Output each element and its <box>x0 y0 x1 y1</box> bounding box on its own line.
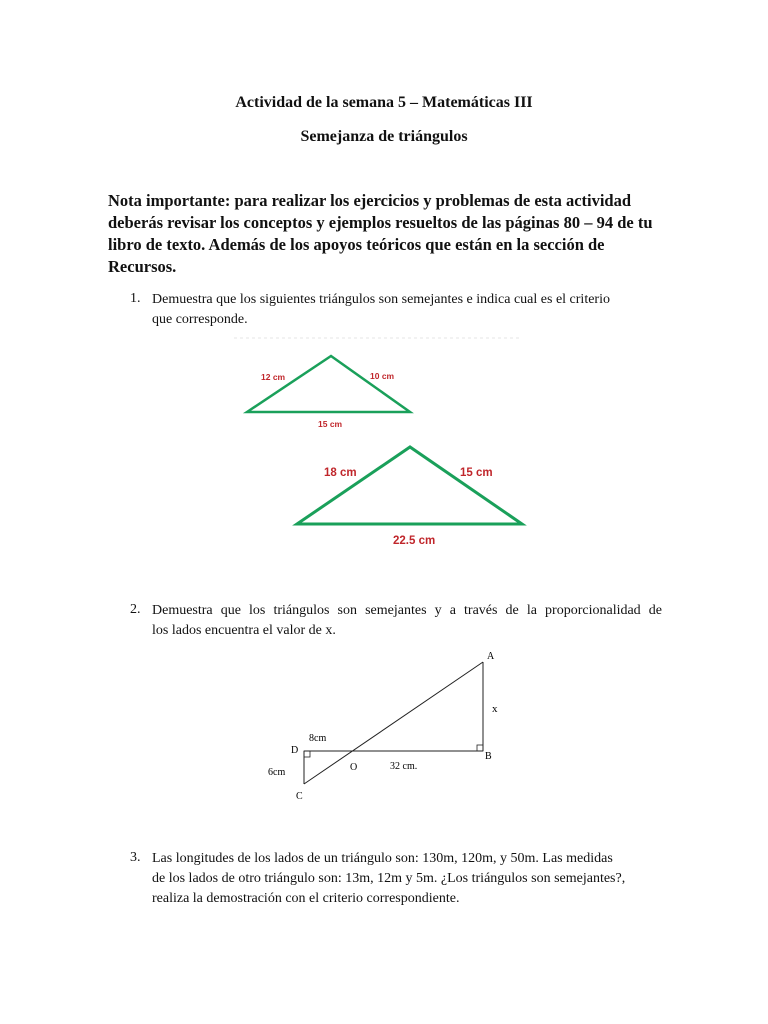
vertex-a-label: A <box>487 651 495 662</box>
question-text: que corresponde. <box>152 312 248 327</box>
note-line: deberás revisar los conceptos y ejemplos resueltos de las páginas 80 – 94 de tu <box>108 213 653 232</box>
page-title: Actividad de la semana 5 – Matemáticas III <box>235 94 533 111</box>
large-right-side-label: 15 cm <box>460 467 493 479</box>
side-x-label: x <box>492 703 498 715</box>
vertex-o-label: O <box>350 762 358 773</box>
similar-triangles-figure <box>0 330 768 560</box>
note-line: Nota importante: para realizar los ejercicios y problemas de esta actividad <box>108 191 632 210</box>
question-text: los lados encuentra el valor de x. <box>152 623 336 638</box>
question-text: Demuestra que los triángulos son semejantes y a través de la proporcionalidad de <box>152 603 662 618</box>
side-ob-label: 32 cm. <box>390 761 418 772</box>
question-text: Las longitudes de los lados de un triángulo son: 130m, 120m, y 50m. Las medidas <box>152 851 613 866</box>
small-left-side-label: 12 cm <box>261 372 286 382</box>
vertex-b-label: B <box>485 751 492 762</box>
side-do-label: 8cm <box>309 733 327 744</box>
question-number: 2. <box>130 602 141 617</box>
question-text: Demuestra que los siguientes triángulos son semejantes e indica cual es el criterio <box>152 292 610 307</box>
note-line: Recursos. <box>108 257 177 276</box>
important-note <box>108 190 661 278</box>
small-base-label: 15 cm <box>318 419 343 429</box>
question-text: de los lados de otro triángulo son: 13m, 12m y 5m. ¿Los triángulos son semejantes?, <box>152 871 626 886</box>
small-right-side-label: 10 cm <box>370 371 395 381</box>
page-subtitle: Semejanza de triángulos <box>300 128 468 145</box>
large-base-label: 22.5 cm <box>393 535 436 547</box>
crossed-triangles-figure <box>0 640 768 810</box>
right-angle-d <box>304 751 310 757</box>
right-angle-b <box>477 745 483 751</box>
small-triangle <box>247 356 410 412</box>
question-text: realiza la demostración con el criterio correspondiente. <box>152 891 460 906</box>
question-number: 1. <box>130 291 141 306</box>
question-number: 3. <box>130 850 141 865</box>
vertex-c-label: C <box>296 791 303 802</box>
vertex-d-label: D <box>291 745 299 756</box>
note-line: libro de texto. Además de los apoyos teóricos que están en la sección de <box>108 235 605 254</box>
large-triangle <box>297 447 522 524</box>
side-dc-label: 6cm <box>268 767 286 778</box>
large-left-side-label: 18 cm <box>324 467 357 479</box>
